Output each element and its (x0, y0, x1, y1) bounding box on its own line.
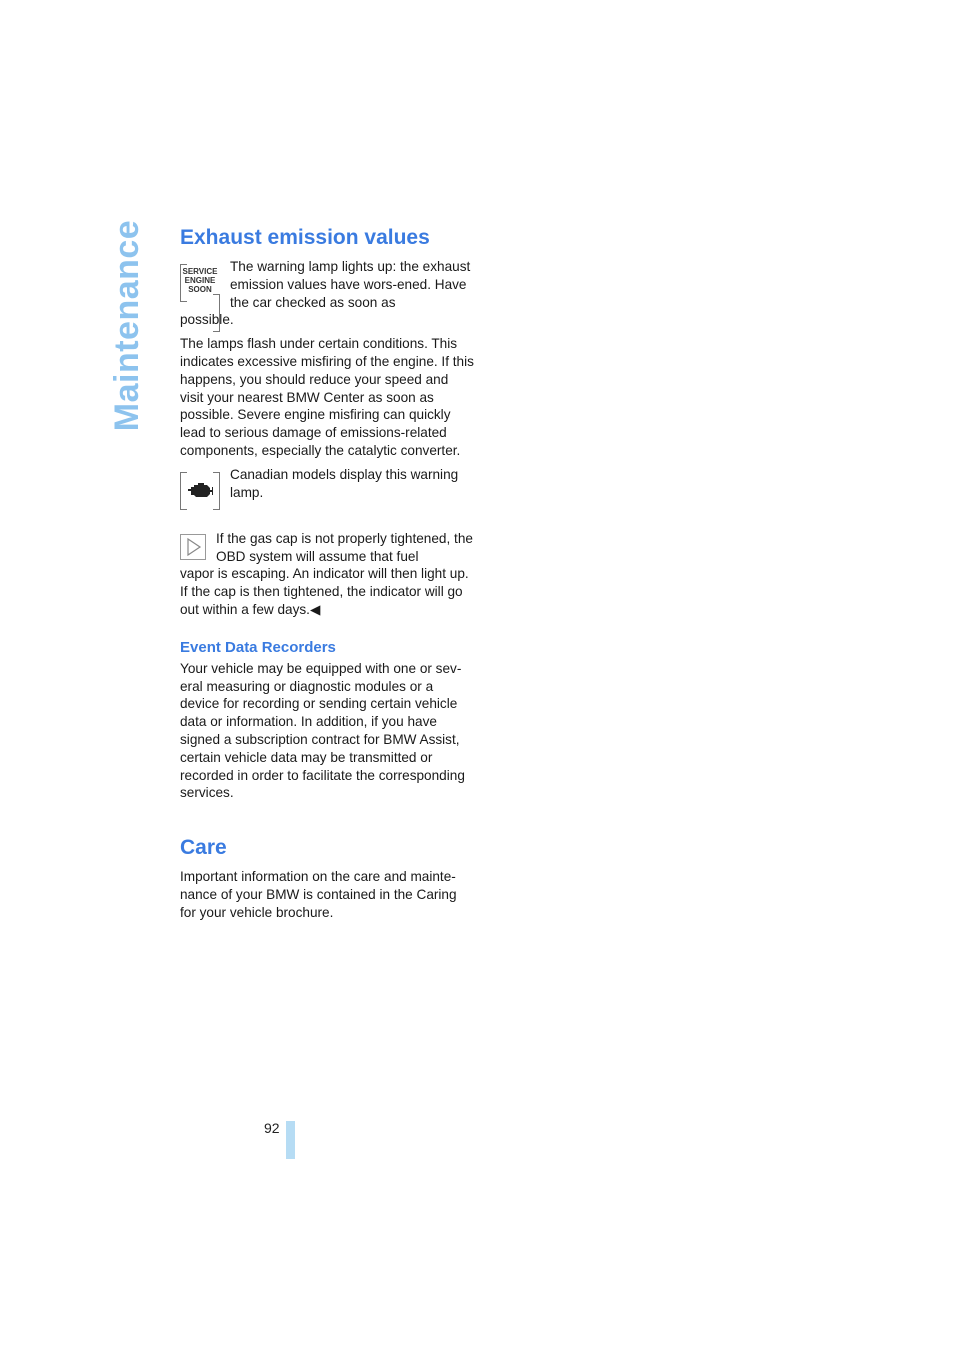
heading-exhaust-emission: Exhaust emission values (180, 226, 430, 249)
service-engine-soon-icon (180, 264, 220, 300)
page-content (180, 226, 475, 928)
service-engine-soon-block (180, 258, 475, 329)
page-number-bar (286, 1121, 295, 1159)
exhaust-paragraph-1-cont: possible. (180, 312, 234, 328)
note-paragraph-cont: vapor is escaping. An indicator will then light up. If the cap is then tightened, the indicator will go out within a few days.◀ (180, 566, 469, 617)
section-tab (104, 219, 152, 431)
care-paragraph: Important information on the care and mainte-nance of your BMW is contained in the Caring for your vehicle brochure. (180, 869, 457, 920)
exhaust-paragraph-1: The warning lamp lights up: the exhaust emission values have wors-ened. Have the car checked as soon as (230, 259, 471, 310)
section-tab-label: Maintenance (108, 219, 147, 431)
note-paragraph: If the gas cap is not properly tightened, the OBD system will assume that fuel (216, 530, 473, 564)
page-number: 92 (264, 1120, 280, 1136)
exhaust-paragraph-2: The lamps flash under certain conditions. This indicates excessive misfiring of the engine. If this happens, you should reduce your speed and visit your nearest BMW Center as soon as possible. Severe engine misfiring can quickly lead to serious damage of emissions-related components, especially the catalytic converter. (180, 336, 474, 458)
canadian-lamp-block (180, 466, 475, 518)
service-engine-soon-icon-text: SERVICE ENGINE SOON (182, 267, 218, 294)
event-data-paragraph: Your vehicle may be equipped with one or sev-eral measuring or diagnostic modules or a device for recording or sending certain vehicle data or information. In addition, if you have signed a subscription contract for BMW Assist, certain vehicle data may be transmitted or recorded in order to facilitate the corresponding services. (180, 660, 465, 801)
check-engine-icon (180, 472, 220, 508)
note-triangle-icon (180, 534, 206, 560)
engine-symbol-icon (188, 480, 214, 500)
note-block (180, 530, 475, 619)
heading-care: Care (180, 836, 227, 860)
exhaust-paragraph-3: Canadian models display this warning lamp. (230, 466, 459, 500)
heading-event-data-recorders: Event Data Recorders (180, 638, 336, 656)
